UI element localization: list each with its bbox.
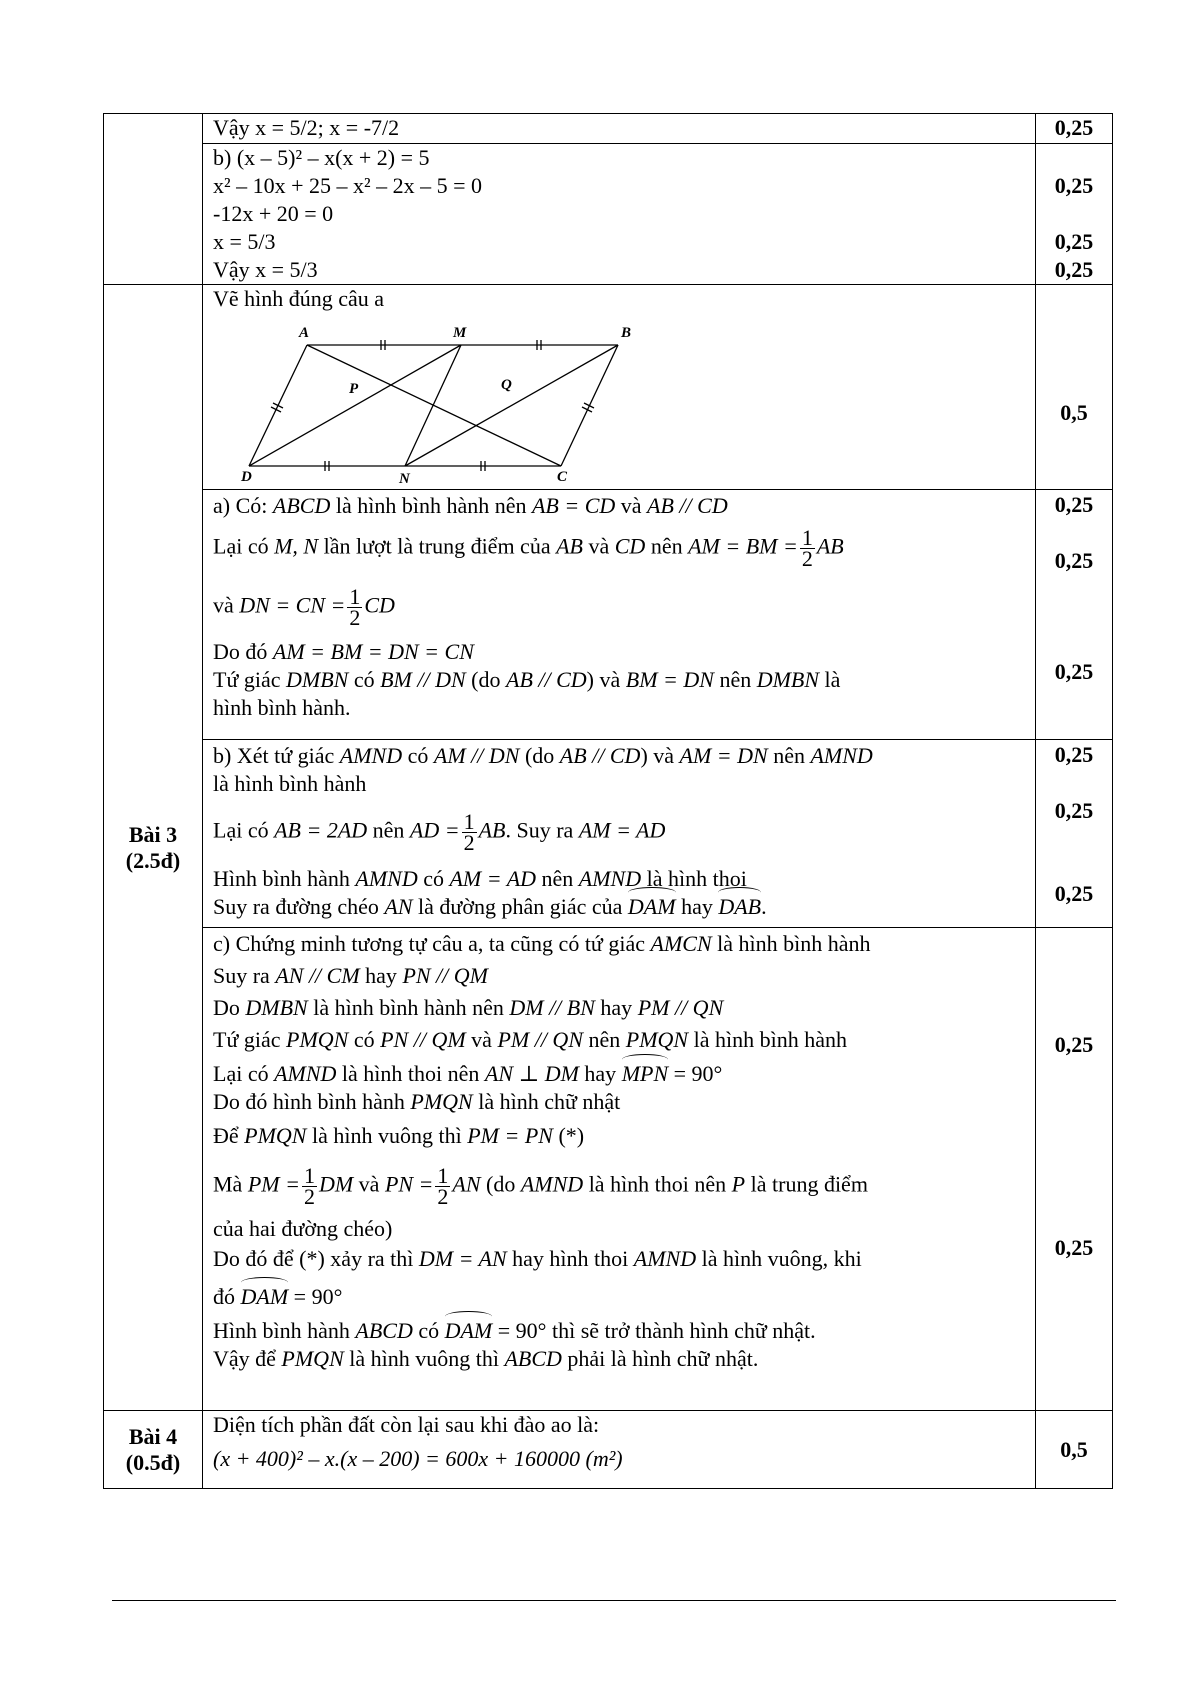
text-line: Lại có M, N lần lượt là trung điểm của AB và CD nên AM = BM = $\frac{1}{2}$ AB bbox=[213, 525, 844, 571]
score-cell bbox=[1036, 490, 1113, 740]
label-m: M bbox=[453, 325, 467, 341]
text-line: Hình bình hành AMND có AM = AD nên AMND là hình thoi bbox=[213, 866, 747, 891]
angle-mark: DAM bbox=[240, 1284, 289, 1309]
text-line: Vẽ hình đúng câu a bbox=[213, 286, 385, 311]
text-line: c) Chứng minh tương tự câu a, ta cũng có tứ giác AMCN là hình bình hành bbox=[213, 931, 871, 956]
angle-mark: DAB bbox=[718, 894, 762, 919]
parallelogram-figure bbox=[223, 315, 643, 485]
score: 0,25 bbox=[1054, 742, 1094, 767]
angle-mark: DAM bbox=[627, 894, 676, 919]
bai-points: (0.5đ) bbox=[125, 1449, 181, 1475]
text-line: Mà PM = $\frac{1}{2}$ DM và PN = $\frac{1}{2}$ AN (do AMND là hình thoi nên P là trung điểm bbox=[213, 1163, 868, 1209]
score: 0,25 bbox=[1054, 659, 1094, 684]
bai-4-cell bbox=[104, 1411, 203, 1489]
text-line: Vậy x = 5/3 bbox=[213, 257, 318, 282]
answer-table bbox=[103, 113, 1113, 1489]
text-line: b) Xét tứ giác AMND có AM // DN (do AB // CD) và AM = DN nên AMND bbox=[213, 743, 873, 768]
label-n: N bbox=[399, 471, 410, 485]
text-line: Lại có AB = 2AD nên AD = $\frac{1}{2}$ AB. Suy ra AM = AD bbox=[213, 809, 666, 855]
score: 0,5 bbox=[1060, 400, 1088, 425]
label-c: C bbox=[557, 469, 568, 485]
text-line: và DN = CN = $\frac{1}{2}$ CD bbox=[213, 584, 395, 630]
table-row bbox=[104, 490, 1113, 740]
text-line: Tứ giác PMQN có PN // QM và PM // QN nên PMQN là hình bình hành bbox=[213, 1027, 847, 1052]
text-line: Suy ra AN // CM hay PN // QM bbox=[213, 963, 488, 988]
angle-mark: MPN bbox=[621, 1061, 669, 1086]
content-cell bbox=[203, 490, 1036, 740]
content-cell bbox=[203, 114, 1036, 144]
text-line: Diện tích phần đất còn lại sau khi đào ao là: bbox=[213, 1412, 600, 1437]
text-line: Vậy để PMQN là hình vuông thì ABCD phải là hình chữ nhật. bbox=[213, 1346, 759, 1371]
text-line: đó DAM = 90° bbox=[213, 1284, 343, 1309]
table-row bbox=[104, 1411, 1113, 1489]
score-cell bbox=[1036, 740, 1113, 928]
score-cell bbox=[1036, 1411, 1113, 1489]
content-cell bbox=[203, 1411, 1036, 1489]
score: 0,5 bbox=[1060, 1437, 1088, 1462]
score: 0,25 bbox=[1054, 1032, 1094, 1057]
bai-cell-empty bbox=[104, 114, 203, 285]
fraction: $\frac{1}{2}$ bbox=[437, 1163, 449, 1209]
label-b: B bbox=[621, 325, 632, 341]
text-line: x² – 10x + 25 – x² – 2x – 5 = 0 bbox=[213, 173, 483, 198]
formula-line: (x + 400)² – x.(x – 200) = 600x + 160000 (m²) bbox=[213, 1446, 623, 1471]
segment-dm bbox=[249, 345, 461, 466]
text-line: hình bình hành. bbox=[213, 695, 351, 720]
content-cell bbox=[203, 285, 1036, 490]
score: 0,25 bbox=[1054, 1235, 1094, 1260]
label-a: A bbox=[299, 325, 310, 341]
text-line: Tứ giác DMBN có BM // DN (do AB // CD) và BM = DN nên DMBN là bbox=[213, 667, 841, 692]
score: 0,25 bbox=[1054, 548, 1094, 573]
score-cell bbox=[1036, 928, 1113, 1411]
text-line: -12x + 20 = 0 bbox=[213, 201, 334, 226]
table-row bbox=[104, 285, 1113, 490]
label-q: Q bbox=[501, 377, 512, 393]
text-line: Suy ra đường chéo AN là đường phân giác của DAM hay DAB. bbox=[213, 894, 767, 919]
content-cell bbox=[203, 740, 1036, 928]
score: 0,25 bbox=[1054, 115, 1094, 140]
bai-3-cell bbox=[104, 285, 203, 1411]
text-line: là hình bình hành bbox=[213, 771, 367, 796]
table-row bbox=[104, 114, 1113, 144]
score: 0,25 bbox=[1054, 881, 1094, 906]
text-line: Do DMBN là hình bình hành nên DM // BN hay PM // QN bbox=[213, 995, 724, 1020]
text-line: Vậy x = 5/2; x = -7/2 bbox=[213, 115, 400, 140]
text-line: a) Có: ABCD là hình bình hành nên AB = CD và AB // CD bbox=[213, 493, 728, 518]
table-row bbox=[104, 740, 1113, 928]
bai-label: Bài 3 bbox=[128, 821, 178, 847]
score-cell bbox=[1036, 285, 1113, 490]
bai-points: (2.5đ) bbox=[125, 847, 181, 873]
text-line: của hai đường chéo) bbox=[213, 1216, 393, 1241]
text-line: Để PMQN là hình vuông thì PM = PN (*) bbox=[213, 1123, 585, 1148]
text-line: x = 5/3 bbox=[213, 229, 276, 254]
score-cell bbox=[1036, 144, 1113, 285]
table-row bbox=[104, 928, 1113, 1411]
fraction: $\frac{1}{2}$ bbox=[801, 525, 813, 571]
score: 0,25 bbox=[1054, 229, 1094, 254]
content-cell bbox=[203, 144, 1036, 285]
fraction: $\frac{1}{2}$ bbox=[303, 1163, 315, 1209]
diagonal-ac bbox=[307, 345, 561, 466]
segment-nb bbox=[405, 345, 618, 466]
table-row bbox=[104, 144, 1113, 285]
text-line: Lại có AMND là hình thoi nên AN ⊥ DM hay MPN = 90° bbox=[213, 1061, 723, 1086]
fraction: $\frac{1}{2}$ bbox=[349, 584, 361, 630]
angle-mark: DAM bbox=[444, 1318, 493, 1343]
text-line: Do đó AM = BM = DN = CN bbox=[213, 639, 474, 664]
score: 0,25 bbox=[1054, 257, 1094, 282]
text-line: b) (x – 5)² – x(x + 2) = 5 bbox=[213, 145, 430, 170]
label-p: P bbox=[349, 381, 359, 397]
segment-mn bbox=[405, 345, 461, 466]
score: 0,25 bbox=[1054, 492, 1094, 517]
footer-rule bbox=[112, 1600, 1116, 1601]
text-line: Hình bình hành ABCD có DAM = 90° thì sẽ trở thành hình chữ nhật. bbox=[213, 1318, 816, 1343]
text-line: Do đó để (*) xảy ra thì DM = AN hay hình thoi AMND là hình vuông, khi bbox=[213, 1246, 862, 1271]
bai-label: Bài 4 bbox=[128, 1423, 178, 1449]
fraction: $\frac{1}{2}$ bbox=[463, 809, 475, 855]
text-line: Do đó hình bình hành PMQN là hình chữ nhật bbox=[213, 1089, 621, 1114]
score: 0,25 bbox=[1054, 173, 1094, 198]
score-cell bbox=[1036, 114, 1113, 144]
score: 0,25 bbox=[1054, 798, 1094, 823]
label-d: D bbox=[241, 469, 252, 485]
content-cell bbox=[203, 928, 1036, 1411]
